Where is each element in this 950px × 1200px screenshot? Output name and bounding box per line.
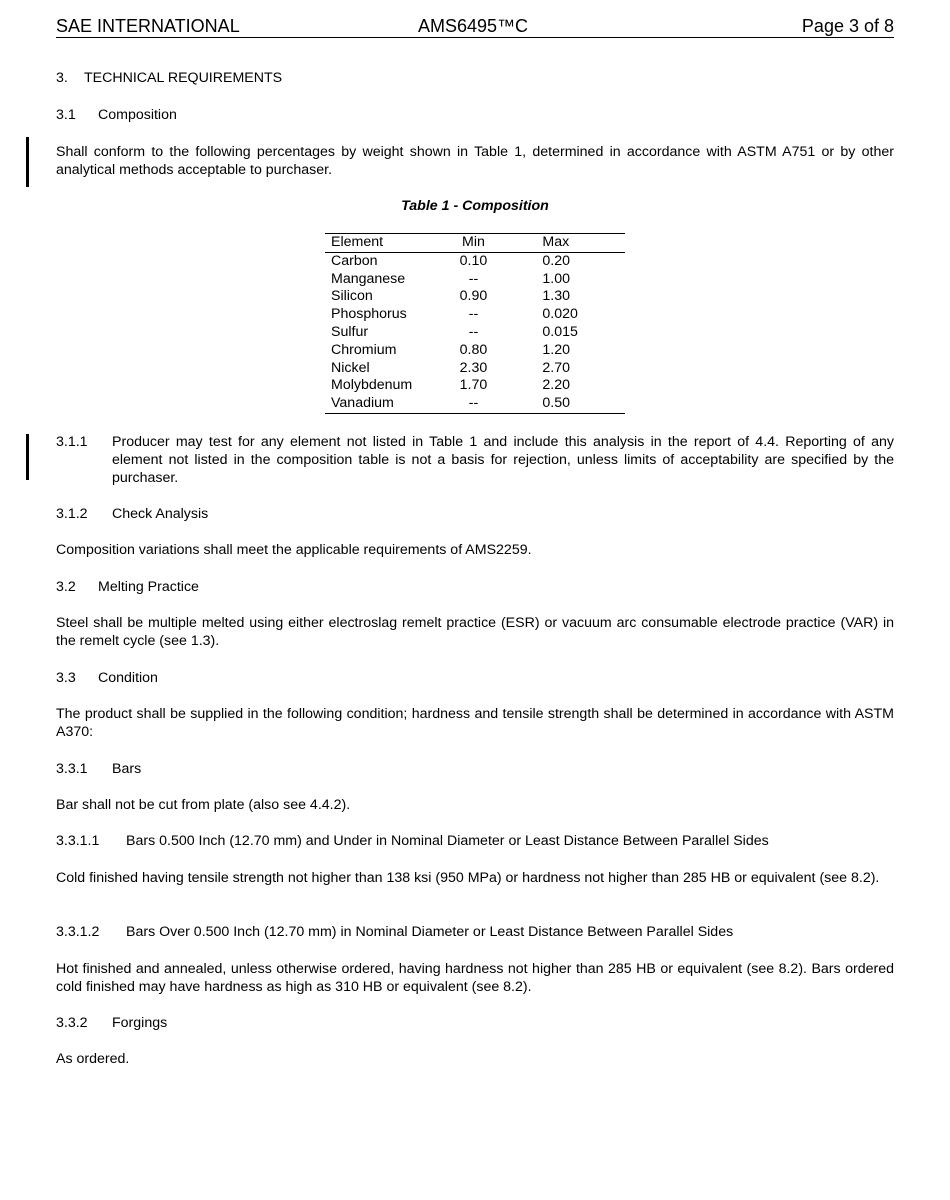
table-cell-max: 2.70 <box>542 359 571 376</box>
table-cell-element: Nickel <box>331 359 370 376</box>
section-3-1-2-text: Composition variations shall meet the applicable requirements of AMS2259. <box>56 542 532 558</box>
table-cell-element: Chromium <box>331 341 397 358</box>
section-3-1-2-number: 3.1.2 <box>56 506 88 522</box>
section-3-3-text: The product shall be supplied in the following condition; hardness and tensile strength shall be determined in accordance with ASTM A370: <box>56 706 894 740</box>
table-cell-max: 0.50 <box>542 395 571 412</box>
table-row <box>325 271 625 289</box>
section-3-2-number: 3.2 <box>56 579 76 595</box>
table-row <box>325 377 625 395</box>
section-3-3-1-1-title: Bars 0.500 Inch (12.70 mm) and Under in Nominal Diameter or Least Distance Between Parallel Sides <box>126 833 769 849</box>
section-3-2-title: Melting Practice <box>98 579 199 595</box>
section-3-3-1-number: 3.3.1 <box>56 761 88 777</box>
page-header <box>56 15 894 38</box>
header-page-number: Page 3 of 8 <box>801 16 894 36</box>
section-3-3-2-text: As ordered. <box>56 1051 130 1067</box>
composition-table <box>325 233 625 414</box>
table-row <box>325 395 625 413</box>
table-cell-min: 0.80 <box>459 341 488 358</box>
section-3-1-1-text: Producer may test for any element not listed in Table 1 and include this analysis in the report of 4.4. Reporting of any element not listed in the composition table is not a basis for rejection, unless limits of acceptability are specified by the purchaser. <box>112 434 894 486</box>
table-cell-max: 2.20 <box>542 377 571 394</box>
table-cell-max: 0.20 <box>542 252 571 269</box>
section-3-1-1-number: 3.1.1 <box>56 434 88 450</box>
section-3-3-1-2-number: 3.3.1.2 <box>56 924 100 940</box>
header-org: SAE INTERNATIONAL <box>56 16 240 36</box>
section-3-2-text: Steel shall be multiple melted using either electroslag remelt practice (ESR) or vacuum arc consumable electrode practice (VAR) in the remelt cycle (see 1.3). <box>56 615 894 649</box>
table-cell-max: 1.30 <box>542 288 571 305</box>
table-row <box>325 252 625 270</box>
table-row <box>325 288 625 306</box>
section-3-3-1-1-number: 3.3.1.1 <box>56 833 100 849</box>
table-header-row <box>325 234 625 253</box>
table-cell-min: 1.70 <box>459 377 488 394</box>
table-row <box>325 360 625 378</box>
section-3-3-1-1-text: Cold finished having tensile strength not higher than 138 ksi (950 MPa) or hardness not higher than 285 HB or equivalent (see 8.2). <box>56 870 880 886</box>
section-3-1-number: 3.1 <box>56 107 76 123</box>
table-cell-max: 0.015 <box>542 323 578 340</box>
section-3-3-1-2-text: Hot finished and annealed, unless otherwise ordered, having hardness not higher than 285 HB or equivalent (see 8.2). Bars ordered cold finished may have hardness as high as 310 HB or equivalent (see 8.2). <box>56 961 894 995</box>
section-3-3-2-title: Forgings <box>112 1015 168 1031</box>
section-3-3-1-2-title: Bars Over 0.500 Inch (12.70 mm) in Nominal Diameter or Least Distance Between Parallel Sides <box>126 924 734 940</box>
section-3-3-1-text: Bar shall not be cut from plate (also see 4.4.2). <box>56 797 351 813</box>
section-3-1-title: Composition <box>98 107 177 123</box>
table-header-max: Max <box>542 234 570 250</box>
table-cell-max: 1.00 <box>542 270 571 287</box>
table-cell-min: -- <box>468 323 479 340</box>
section-3-3-number: 3.3 <box>56 670 76 686</box>
table-header-min: Min <box>462 234 485 250</box>
section-3-3-2-number: 3.3.2 <box>56 1015 88 1031</box>
table-cell-min: 0.90 <box>459 288 488 305</box>
table-row <box>325 306 625 324</box>
table-cell-min: -- <box>468 395 479 412</box>
section-3-1-2-title: Check Analysis <box>112 506 209 522</box>
table-cell-min: 2.30 <box>459 359 488 376</box>
section-3-3-title: Condition <box>98 670 158 686</box>
table-header-element: Element <box>331 234 384 250</box>
revision-bar <box>26 434 29 480</box>
table-cell-min: -- <box>468 270 479 287</box>
table-cell-element: Vanadium <box>331 395 394 412</box>
revision-bar <box>26 137 29 187</box>
table-cell-max: 1.20 <box>542 341 571 358</box>
table-1-caption: Table 1 - Composition <box>401 198 549 214</box>
section-3-1-text: Shall conform to the following percentages by weight shown in Table 1, determined in accordance with ASTM A751 or by other analytical methods acceptable to purchaser. <box>56 144 894 178</box>
table-cell-max: 0.020 <box>542 306 578 323</box>
table-cell-element: Silicon <box>331 288 373 305</box>
table-cell-element: Molybdenum <box>331 377 413 394</box>
table-cell-min: -- <box>468 306 479 323</box>
table-cell-element: Manganese <box>331 270 406 287</box>
table-row <box>325 324 625 342</box>
section-3-3-1-title: Bars <box>112 761 142 777</box>
table-cell-element: Phosphorus <box>331 306 407 323</box>
header-doc-number: AMS6495™C <box>418 16 529 36</box>
section-3-title: TECHNICAL REQUIREMENTS <box>84 70 283 86</box>
table-row <box>325 342 625 360</box>
table-cell-element: Carbon <box>331 252 378 269</box>
table-cell-element: Sulfur <box>331 323 369 340</box>
table-cell-min: 0.10 <box>459 252 488 269</box>
section-3-number: 3. <box>56 70 68 86</box>
